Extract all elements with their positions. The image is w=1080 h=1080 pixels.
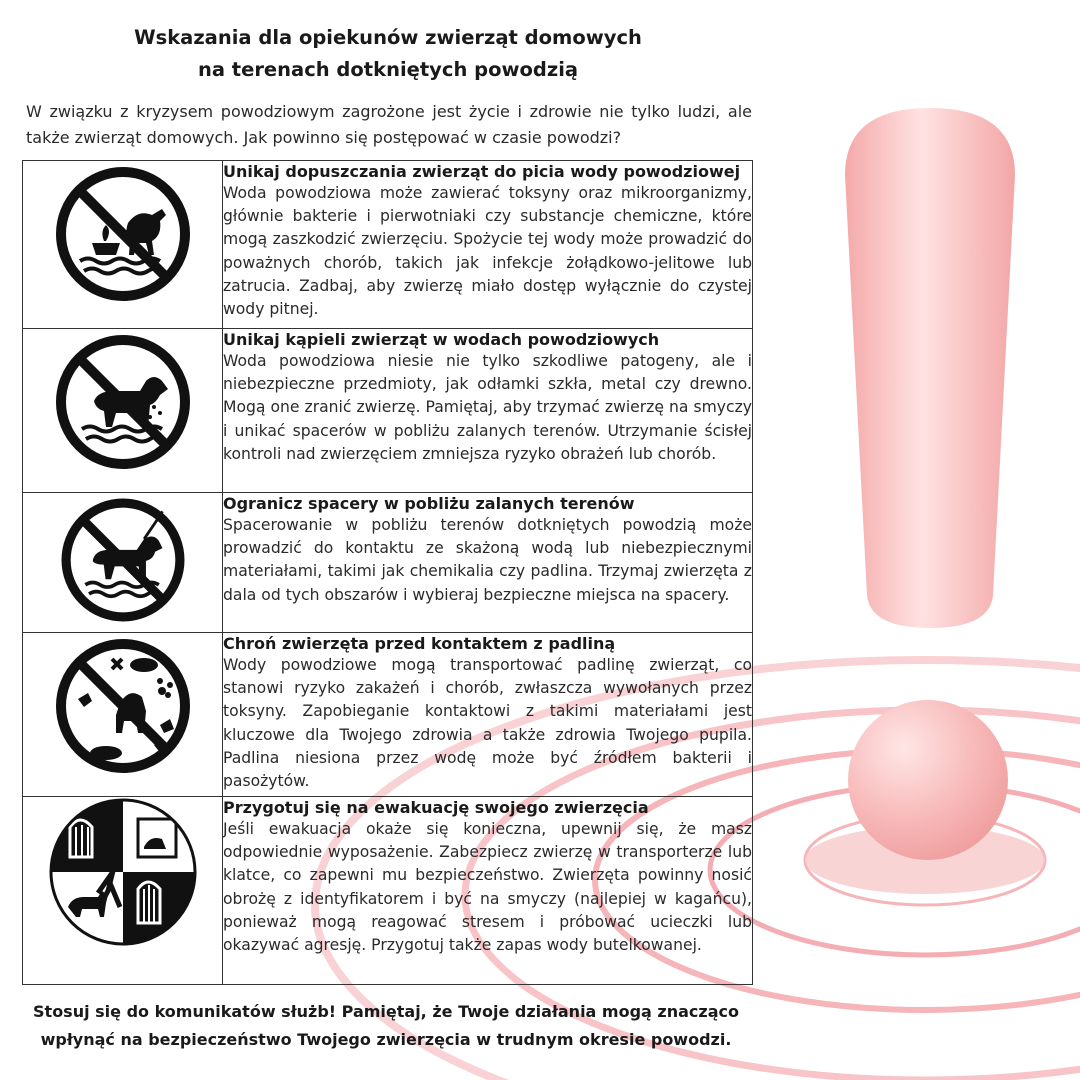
no-dog-bathing-flood-water-icon: [50, 329, 196, 475]
closing-line: wpłynąć na bezpieczeństwo Twojego zwierzęcia w trudnym okresie powodzi.: [40, 1030, 732, 1049]
guideline-title: Przygotuj się na ewakuację swojego zwierzęcia: [223, 798, 649, 817]
guideline-title: Unikaj dopuszczania zwierząt do picia wody powodziowej: [223, 162, 741, 181]
no-contact-with-carcasses-icon: [50, 633, 196, 779]
text-cell: [223, 493, 753, 633]
title-line: na terenach dotkniętych powodzią: [197, 58, 579, 81]
document-title: [0, 22, 776, 86]
guideline-text: Woda powodziowa niesie nie tylko szkodliwe patogeny, ale i niebezpieczne przedmioty, jak odłamki szkła, metal czy drewno. Mogą one zranić zwierzę. Pamiętaj, aby trzymać zwierzę na smyczy i unikać spacerów w pobliżu zalanych terenów. Utrzymanie ścisłej kontroli nad zwierzęciem zmniejsza ryzyko obrażeń lub chorób.: [223, 352, 752, 463]
icon-cell: [23, 633, 223, 797]
guideline-row: [23, 797, 753, 985]
no-dog-walking-flooded-area-icon: [56, 493, 190, 627]
icon-cell: [23, 161, 223, 329]
intro-paragraph: W związku z kryzysem powodziowym zagrożone jest życie i zdrowie nie tylko ludzi, ale także zwierząt domowych. Jak powinno się postępować w czasie powodzi?: [26, 102, 752, 147]
guidelines-table: [22, 160, 753, 985]
guideline-row: [23, 633, 753, 797]
icon-cell: [23, 329, 223, 493]
guideline-title: Ogranicz spacery w pobliżu zalanych terenów: [223, 494, 635, 513]
icon-cell: [23, 797, 223, 985]
guideline-text: Woda powodziowa może zawierać toksyny oraz mikroorganizmy, głównie bakterie i pierwotniaki czy substancje chemiczne, które mogą zaszkodzić zwierzęciu. Spożycie tej wody może prowadzić do poważnych chorób, takich jak infekcje żołądkowo-jelitowe lub zatrucia. Zadbaj, aby zwierzę miało dostęp wyłącznie do czystej wody pitnej.: [223, 184, 752, 319]
guideline-row: [23, 329, 753, 493]
guideline-title: Chroń zwierzęta przed kontaktem z padliną: [223, 634, 616, 653]
pet-evacuation-icon: [48, 797, 198, 947]
guideline-row: [23, 161, 753, 329]
icon-cell: [23, 493, 223, 633]
guideline-text: Jeśli ewakuacja okaże się konieczna, upewnij się, że masz odpowiednie wyposażenie. Zabezpiecz zwierzę w transporterze lub klatce, co zapewni mu bezpieczeństwo. Zwierzęta powinny nosić obrożę z identyfikatorem i być na smyczy (najlepiej w kagańcu), ponieważ mogą reagować stresem i próbować ucieczki lub okazywać agresję. Przygotuj także zapas wody butelkowanej.: [223, 820, 752, 955]
guideline-row: [23, 493, 753, 633]
title-line: Wskazania dla opiekunów zwierząt domowych: [134, 26, 642, 49]
guideline-text: Wody powodziowe mogą transportować padlinę zwierząt, co stanowi ryzyko zakażeń i chorób, zwłaszcza wywołanych przez toksyny. Zapobieganie kontaktowi z takimi materiałami jest kluczowe dla Twojego zdrowia a także zdrowia Twojego pupila. Padlina niesiona przez wodę może być źródłem bakterii i pasożytów.: [223, 656, 752, 791]
closing-line: Stosuj się do komunikatów służb! Pamiętaj, że Twoje działania mogą znacząco: [33, 1002, 739, 1021]
text-cell: [223, 161, 753, 329]
closing-statement: [16, 998, 756, 1054]
no-dog-drinking-flood-water-icon: [50, 161, 196, 307]
guideline-text: Spacerowanie w pobliżu terenów dotkniętych powodzią może prowadzić do kontaktu ze skażoną wodą lub niebezpiecznymi materiałami, takimi jak chemikalia czy padlina. Trzymaj zwierzęta z dala od tych obszarów i wybieraj bezpieczne miejsca na spacery.: [223, 516, 752, 604]
text-cell: [223, 633, 753, 797]
text-cell: [223, 329, 753, 493]
text-cell: [223, 797, 753, 985]
guideline-title: Unikaj kąpieli zwierząt w wodach powodziowych: [223, 330, 660, 349]
